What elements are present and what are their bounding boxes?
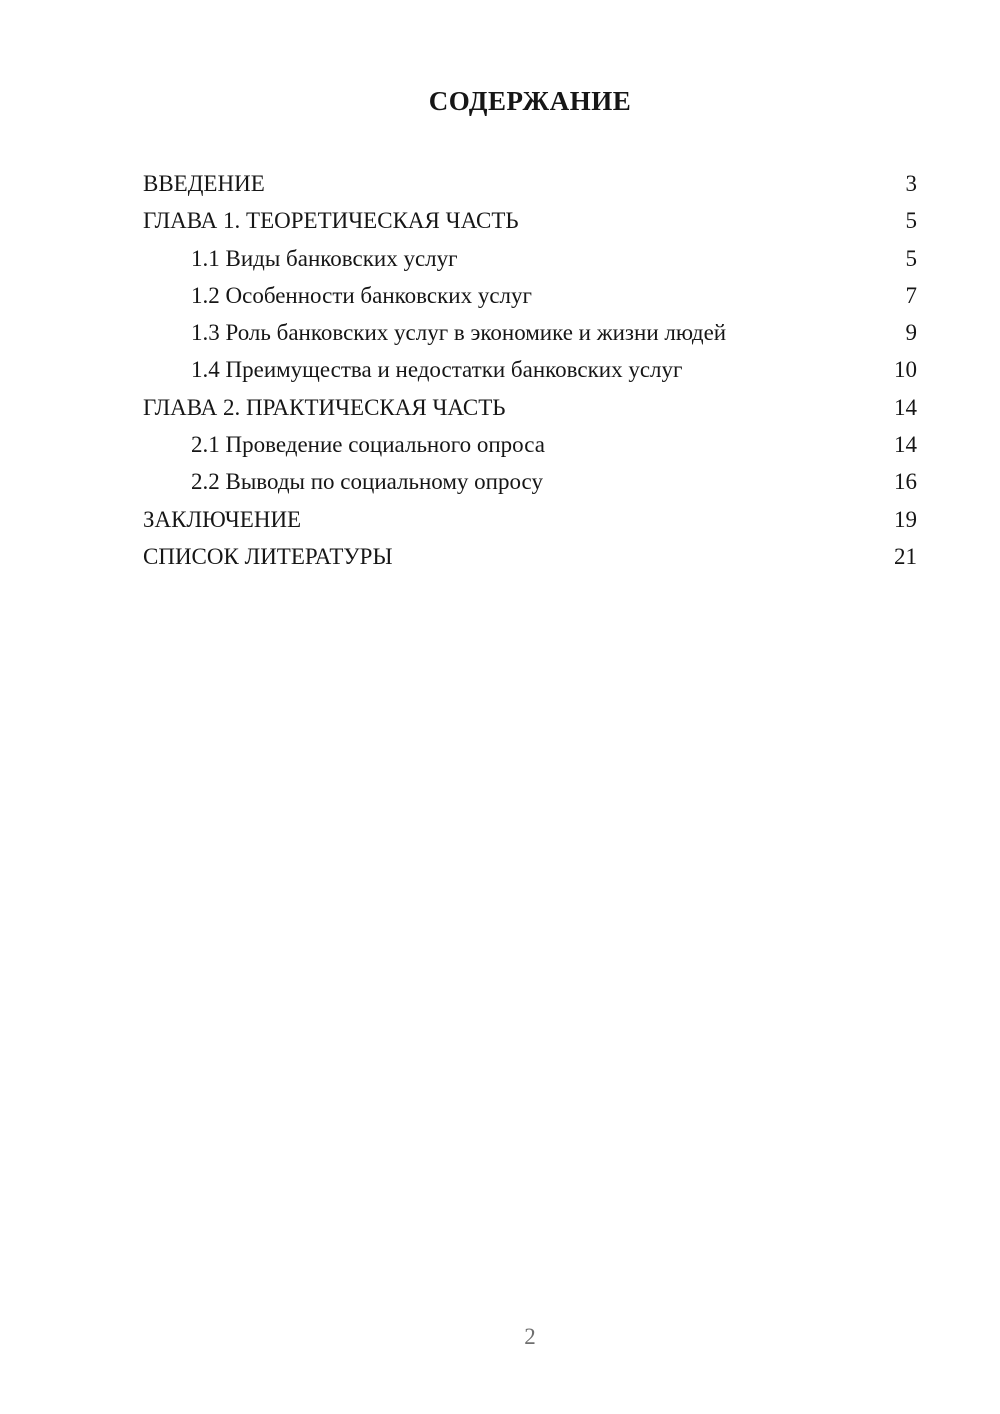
toc-entry [143, 314, 917, 351]
toc-entry-label: 1.3 Роль банковских услуг в экономике и жизни людей [191, 320, 727, 346]
toc-entry-label: 1.1 Виды банковских услуг [191, 245, 458, 271]
toc-entry-page: 19 [894, 506, 917, 532]
toc-entry-page: 5 [905, 245, 917, 271]
toc-entry-page: 5 [905, 208, 917, 234]
toc-entry-label: 2.2 Выводы по социальному опросу [191, 469, 543, 495]
toc-entry-page: 3 [905, 171, 917, 196]
toc-entry [143, 165, 917, 202]
toc-entry-label: ГЛАВА 2. ПРАКТИЧЕСКАЯ ЧАСТЬ [143, 394, 506, 420]
toc-entry [143, 426, 917, 463]
toc-entry-label: 1.2 Особенности банковских услуг [191, 282, 532, 308]
toc-entry-label: 1.4 Преимущества и недостатки банковских услуг [191, 357, 683, 383]
toc-entry [143, 501, 917, 538]
page-content [143, 0, 917, 1414]
toc-entry-label: 2.1 Проведение социального опроса [191, 432, 545, 458]
toc-entry [143, 351, 917, 388]
toc-entry [143, 277, 917, 314]
toc-entry-label: ГЛАВА 1. ТЕОРЕТИЧЕСКАЯ ЧАСТЬ [143, 208, 519, 234]
toc-entry-page: 16 [894, 469, 917, 495]
toc-entry-page: 9 [905, 320, 917, 346]
toc-entry-page: 21 [894, 543, 917, 569]
toc-entry [143, 240, 917, 277]
toc-entry-page: 14 [894, 432, 917, 458]
toc-entry-label: ВВЕДЕНИЕ [143, 171, 265, 196]
toc-list [143, 165, 917, 575]
toc-entry [143, 202, 917, 239]
toc-entry-label: ЗАКЛЮЧЕНИЕ [143, 506, 302, 532]
toc-entry [143, 463, 917, 500]
toc-entry-page: 10 [894, 357, 917, 383]
toc-entry-label: СПИСОК ЛИТЕРАТУРЫ [143, 543, 393, 569]
toc-entry [143, 389, 917, 426]
page-number: 2 [524, 1324, 536, 1349]
toc-entry [143, 538, 917, 575]
toc-entry-page: 14 [894, 394, 917, 420]
toc-entry-page: 7 [905, 282, 917, 308]
toc-title: СОДЕРЖАНИЕ [428, 86, 632, 116]
